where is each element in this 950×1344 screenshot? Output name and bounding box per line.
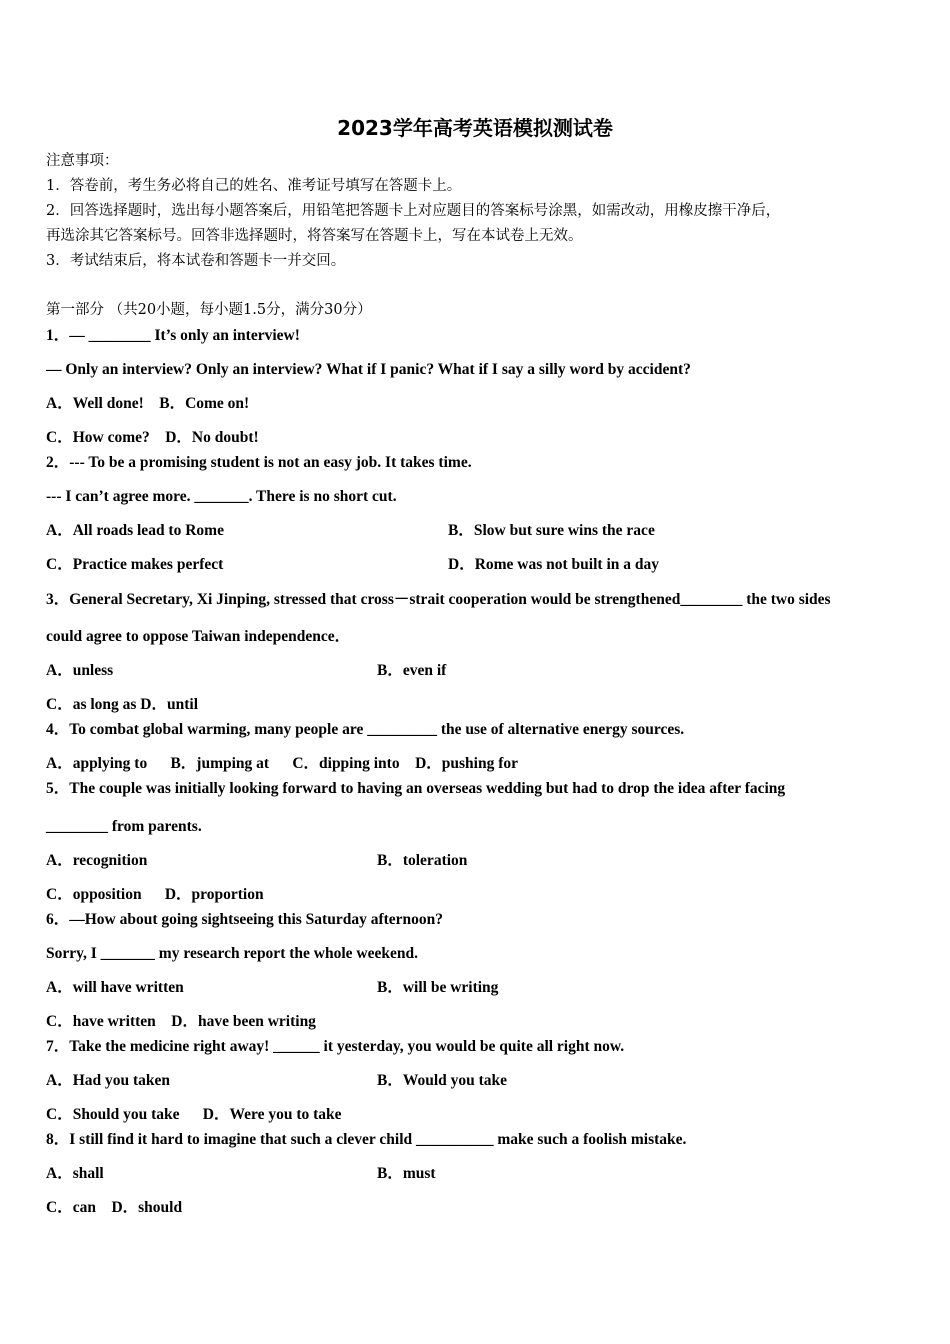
- question-1-stem: 1．— ________ It’s only an interview!: [46, 327, 300, 344]
- question-2-option-b[interactable]: B．Slow but sure wins the race: [448, 522, 655, 539]
- question-8-stem: 8．I still find it hard to imagine that such a clever child __________ make such a foolish mistake.: [46, 1131, 687, 1148]
- question-8-options-cd[interactable]: C．can D．should: [46, 1199, 183, 1216]
- question-5-option-b[interactable]: B．toleration: [377, 852, 468, 869]
- question-5-stem: 5．The couple was initially looking forward to having an overseas wedding but had to drop the idea after facing: [46, 780, 786, 797]
- question-6-options-cd[interactable]: C．have written D．have been writing: [46, 1013, 316, 1030]
- question-4-stem: 4．To combat global warming, many people are _________ the use of alternative energy sources.: [46, 721, 685, 738]
- question-2-option-d[interactable]: D．Rome was not built in a day: [448, 556, 659, 573]
- question-2-option-c[interactable]: C．Practice makes perfect: [46, 556, 224, 573]
- question-8-option-b[interactable]: B．must: [377, 1165, 436, 1182]
- question-4-options[interactable]: A．applying to B．jumping at C．dipping into D．pushing for: [46, 755, 519, 772]
- question-2-stem: 2．--- To be a promising student is not an easy job. It takes time.: [46, 454, 472, 471]
- question-3-option-a[interactable]: A．unless: [46, 662, 114, 679]
- question-3-options-cd[interactable]: C．as long as D．until: [46, 696, 199, 713]
- notice-item: 1．答卷前，考生务必将自己的姓名、准考证号填写在答题卡上。: [46, 178, 462, 194]
- question-7-options-cd[interactable]: C．Should you take D．Were you to take: [46, 1106, 342, 1123]
- part-heading: 第一部分 （共20小题，每小题1.5分，满分30分）: [46, 302, 372, 318]
- question-3-stem-line: could agree to oppose Taiwan independence．: [46, 628, 351, 645]
- question-1-options-cd[interactable]: C．How come? D．No doubt!: [46, 429, 259, 446]
- question-3-stem: 3．General Secretary, Xi Jinping, stressed that cross－strait cooperation would be strengthened________ the two sides: [46, 591, 831, 608]
- question-5-stem-line: ________ from parents.: [46, 818, 202, 835]
- question-8-option-a[interactable]: A．shall: [46, 1165, 104, 1182]
- question-2-option-a[interactable]: A．All roads lead to Rome: [46, 522, 224, 539]
- question-6-option-a[interactable]: A．will have written: [46, 979, 184, 996]
- notice-item: 再选涂其它答案标号。回答非选择题时，将答案写在答题卡上，写在本试卷上无效。: [46, 228, 583, 244]
- question-1-options-ab[interactable]: A．Well done! B．Come on!: [46, 395, 250, 412]
- question-2-stem-line: --- I can’t agree more. _______. There is no short cut.: [46, 488, 397, 505]
- question-7-stem: 7．Take the medicine right away! ______ it yesterday, you would be quite all right now.: [46, 1038, 625, 1055]
- question-7-option-a[interactable]: A．Had you taken: [46, 1072, 171, 1089]
- question-5-options-cd[interactable]: C．opposition D．proportion: [46, 886, 264, 903]
- notice-item: 3．考试结束后，将本试卷和答题卡一并交回。: [46, 253, 346, 269]
- question-7-option-b[interactable]: B．Would you take: [377, 1072, 508, 1089]
- question-6-stem: 6．—How about going sightseeing this Saturday afternoon?: [46, 911, 444, 928]
- notice-item: 2．回答选择题时，选出每小题答案后，用铅笔把答题卡上对应题目的答案标号涂黑，如需改动，用橡皮擦干净后，: [46, 203, 781, 219]
- question-5-option-a[interactable]: A．recognition: [46, 852, 148, 869]
- question-1-stem-line: — Only an interview? Only an interview? What if I panic? What if I say a silly word by accident?: [46, 361, 691, 378]
- notice-heading: 注意事项：: [46, 153, 119, 169]
- page-title: 2023学年高考英语模拟测试卷: [337, 116, 613, 140]
- question-6-stem-line: Sorry, I _______ my research report the whole weekend.: [46, 945, 418, 962]
- question-6-option-b[interactable]: B．will be writing: [377, 979, 499, 996]
- question-3-option-b[interactable]: B．even if: [377, 662, 447, 679]
